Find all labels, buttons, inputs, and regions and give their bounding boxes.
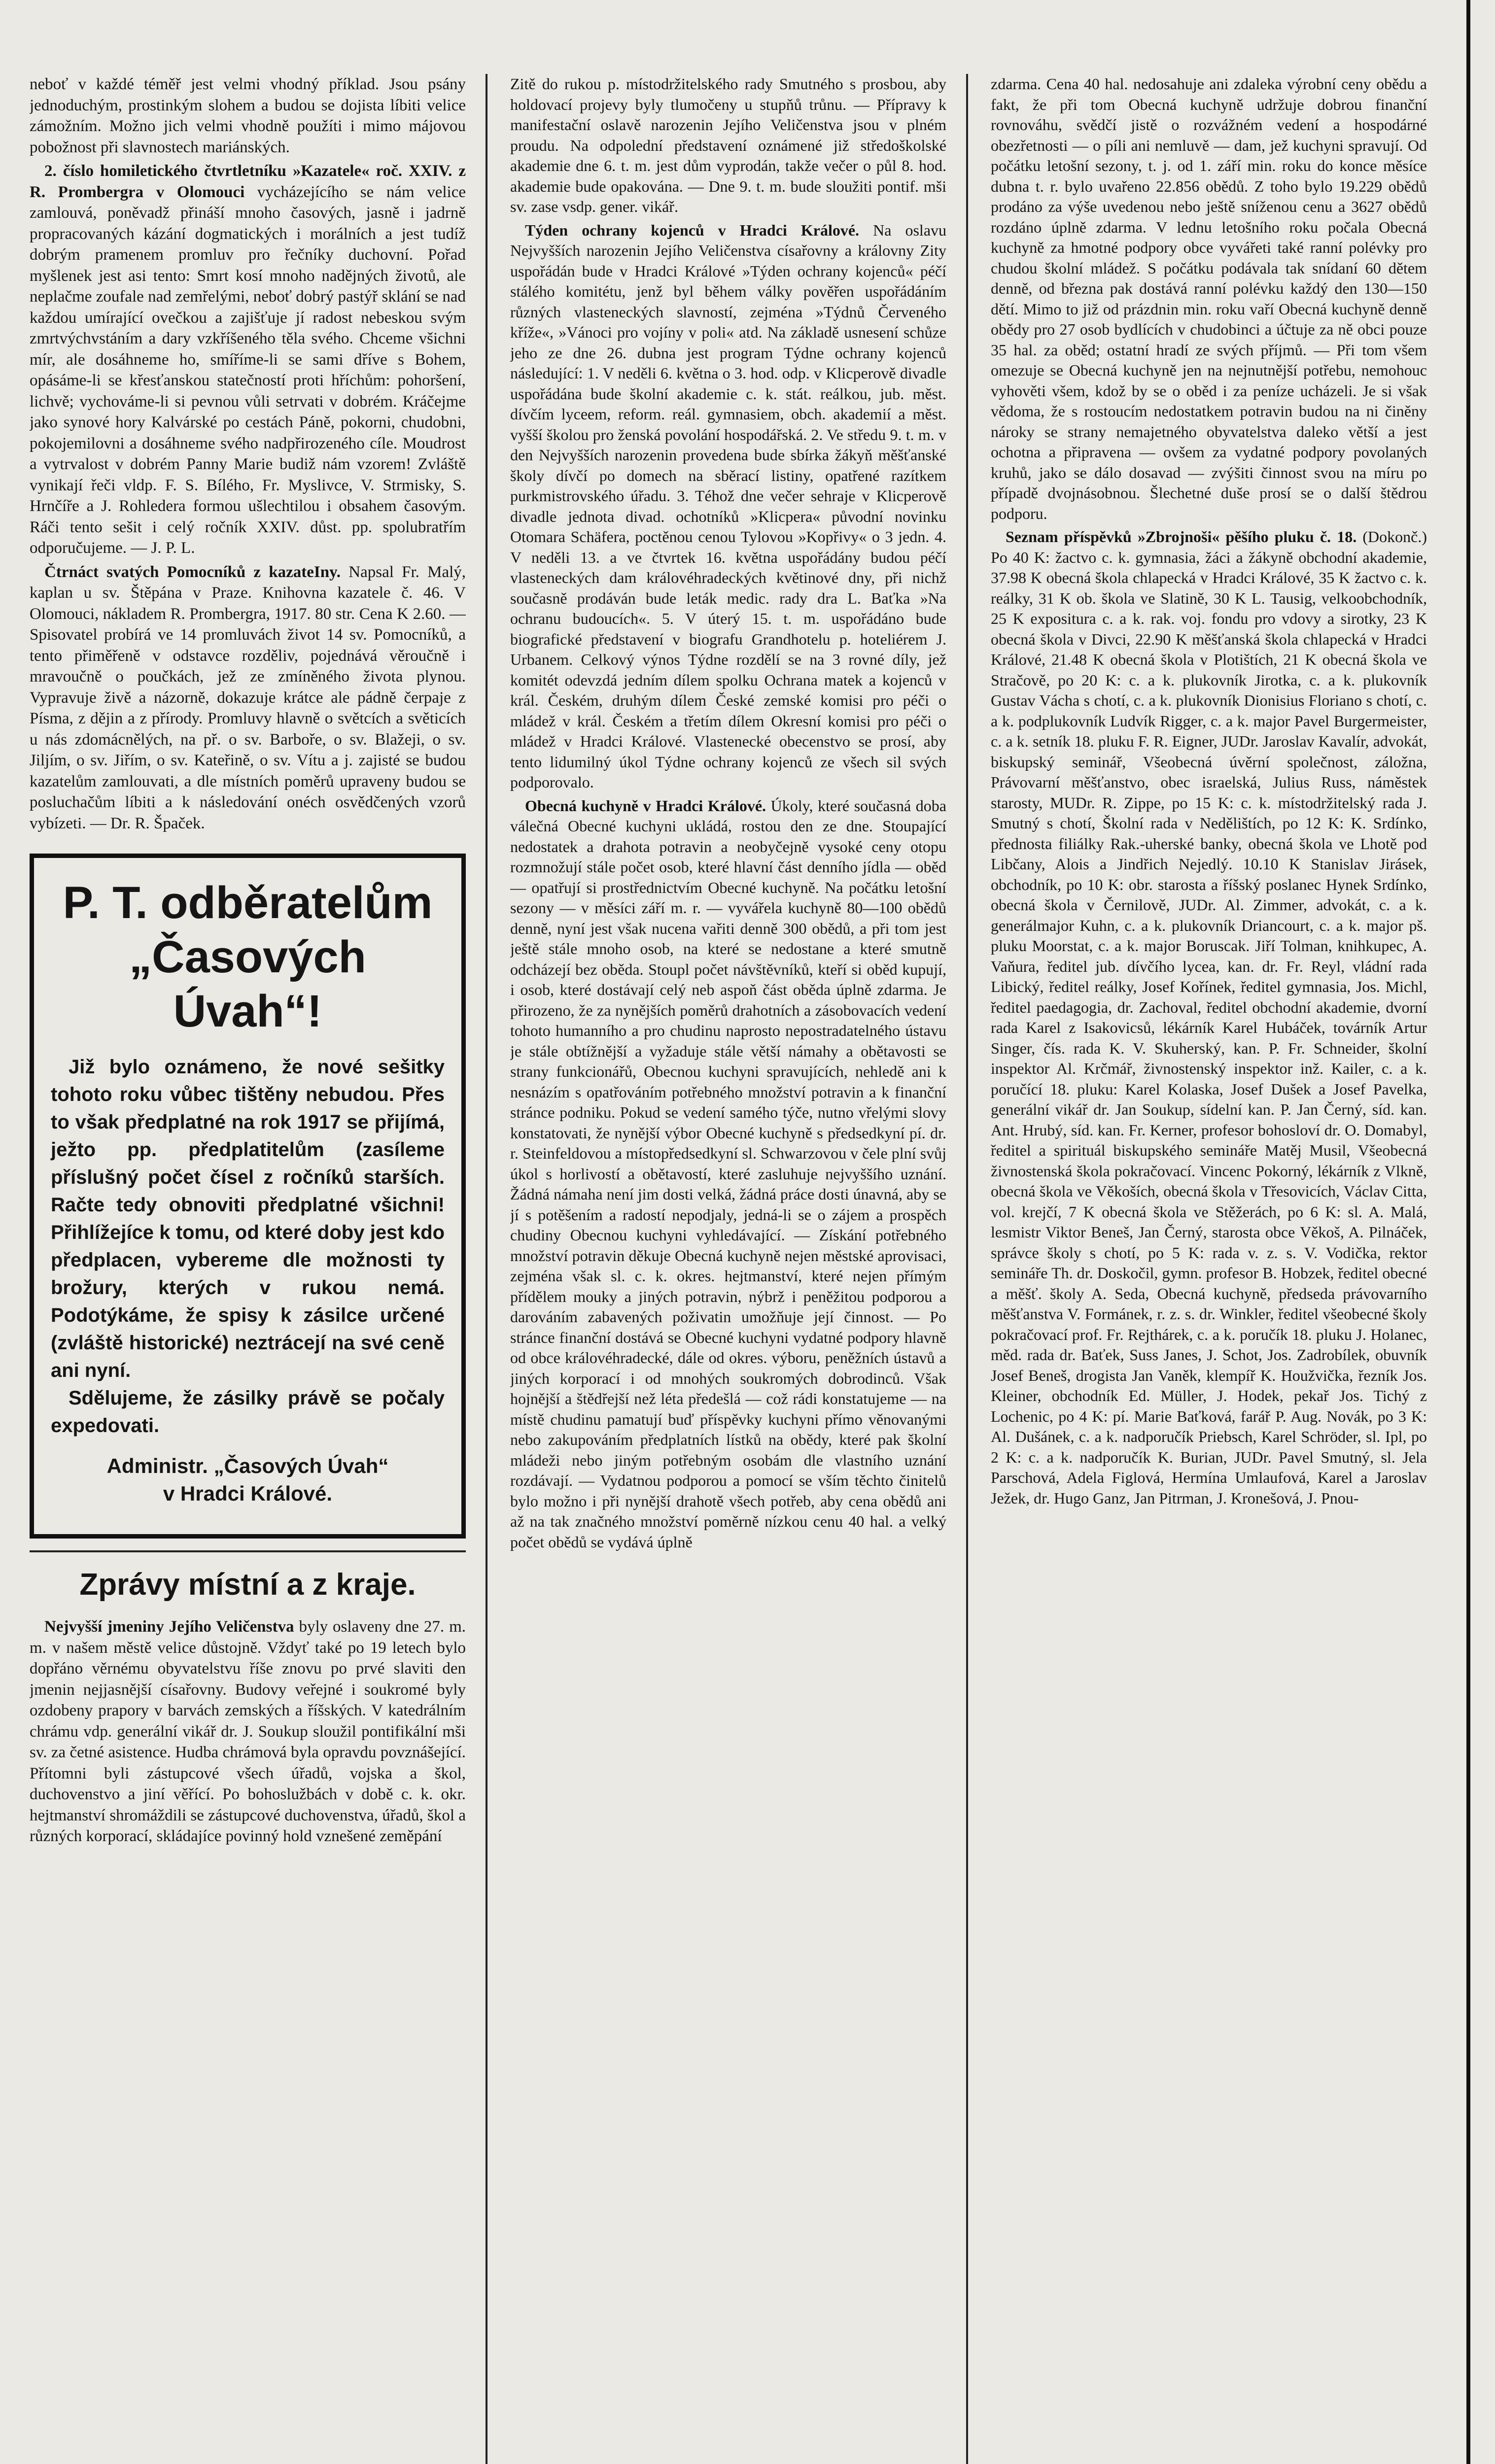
newspaper-page xyxy=(30,74,1439,2464)
news-donation-list: Seznam příspěvků »Zbrojnoši« pěšího pluku č. 18. (Dokonč.) Po 40 K: žactvo c. k. gymnasia, žáci a žákyně obchodní akademie, 37.98 K obecná škola chlapecká v Hradci Králové, 35 K žactvo c. k. reálky, 31 K ob. škola ve Slatině, 30 K L. Tausig, velkoobchodník, 25 K expositura c. a k. rak. voj. fondu pro vdovy a sirotky, 23 K obecná škola v Divci, 22.90 K měšťanská škola chlapecká v Hradci Králové, 21.48 K obecná škola v Plotištích, 21 K obecná škola ve Stračově, po 20 K: c. a k. plukovník Jirotka, c. a k. plukovník Gustav Vácha s chotí, c. a k. plukovník Dionisius Floriano s chotí, c. a k. podplukovník Ludvík Rigger, c. a k. major Pavel Burgermeister, c. a k. setník 18. pluku F. R. Eigner, JUDr. Jaroslav Kavalír, advokát, biskupský seminář, Všeobecná úvěrní společnost, záložna, Právovarní měšťanstvo, obec israelská, Julius Russ, náměstek starosty, MUDr. R. Zippe, po 15 K: c. k. místodržitelský rada J. Smutný s chotí, Školní rada v Nedělištích, po 12 K: K. Srdínko, přednosta filiálky Rak.-uherské banky, obecná škola ve Lhotě pod Libčany, Alois a Jindřich Nejedlý. 10.10 K Stanislav Jirásek, obchodník, po 10 K: obr. starosta a říšský poslanec Hynek Srdínko, obecná škola v Černilově, JUDr. Al. Zimmer, advokát, c. a k. generálmajor Kuhn, c. a k. plukovník Driancourt, c. a k. major pš. pluku Moorstat, c. a k. major Boruscak. Jiří Tolman, knihkupec, A. Vaňura, ředitel jub. dívčího lycea, kan. dr. Fr. Reyl, vládní rada Libický, ředitel reálky, Josef Kořínek, ředitel gymnasia, Jos. Michl, ředitel paedagogia, dr. Zachoval, ředitel obchodní akademie, dvorní rada Karel z Isakovicsů, lékárník Karel Hubáček, továrník Artur Singer, čís. rada K. V. Skuherský, kan. P. Fr. Schneider, školní inspektor Al. Krčmář, živnostenský inspektor inž. Kailer, c. a k. poručící 18. pluku: Karel Kolaska, Josef Dušek a Josef Pavelka, generální vikář dr. Jan Soukup, sídelní kan. P. Jan Černý, síd. kan. Ant. Hrubý, síd. kan. Fr. Kerner, profesor bohosloví dr. O. Domabyl, ředitel a spirituál biskupského semináře Matěj Musil, Všeobecná živnostenská škola pokračovací. Vincenc Pokorný, lékárník z Vlkně, obecná škola ve Věkoších, obecná škola v Třesovicích, Václav Citta, vol. krejčí, 7 K obecná škola ve Stěžerách, po 6 K: sl. A. Malá, lesmistr Viktor Beneš, Jan Černý, starosta obce Věkoš, A. Pilnáček, správce školy s chotí, po 5 K: rada v. z. s. V. Vodička, rektor semináře Th. dr. Doskočil, gymn. profesor B. Hobzek, ředitel obecné a měšť. školy A. Seda, Obecná kuchyně, předseda právovarního měšťanstva V. Formánek, r. z. s. dr. Winkler, ředitel všeobecné školy pokračovací prof. Fr. Rejthárek, c. a k. poručík 18. pluku J. Holanec, měd. rada dr. Baťek, Suss Janes, J. Schot, Jos. Zadrobílek, obuvník Josef Beneš, drogista Jan Vaněk, klempíř K. Houžvička, řezník Jos. Kleiner, obchodník Ed. Müller, J. Hodek, pekař Jos. Tichý z Lochenic, po 4 K: pí. Marie Baťková, farář P. Aug. Novák, po 3 K: Al. Dušánek, c. a k. nadporučík Priebsch, Karel Schröder, sl. Ipl, po 2 K: c. a k. nadporučík K. Burian, JUDr. Pavel Smutný, sl. Jela Parschová, Adela Figlová, Hermína Umlaufová, Karel a Jaroslav Ježek, dr. Hugo Ganz, Jan Pitrman, J. Kronešová, J. Pnou- xyxy=(991,528,1427,1507)
subscriber-notice-box xyxy=(30,854,466,1539)
article-paragraph: neboť v každé téměř jest velmi vhodný příklad. Jsou psány jednoduchým, prostinkým slohem a budou se dojista líbiti velice zámožním. Možno jich velmi vhodně použíti i mimo májovou pobožnost při slavnostech mariánských. xyxy=(30,75,466,156)
review-heading: Čtrnáct svatých Pomocníků z kazateIny. xyxy=(44,563,341,581)
review-kazatel: 2. číslo homiletického čtvrtletníku »Kazatele« roč. XXIV. z R. Prombergra v Olomouci vycházejícího se nám velice zamlouvá, poněvadž přináší mnoho časových, jasně i jadrně propracovaných kázání dogmatických i morálních a jest tudíž dobrým pramenem promluv pro řečníky duchovní. Pořad myšlenek jest asi tento: Smrt kosí mnoho nadějných životů, ale neplačme zoufale nad zemřelými, neboť dobrý pastýř sklání se nad každou umírající ovečkou a zajišťuje jí radost nebeskou svým zmrtvýchvstáním a dary vzkříšeného těla svého. Chceme všichni mír, ale dosáhneme ho, smíříme-li se sami dříve s Bohem, opásáme-li se křesťanskou statečností proti hříchům: pohoršení, lichvě; vychováme-li si pevnou vůli setrvati v dobrém. Kráčejme jako synové hory Kalvárské po cestách Páně, pokorni, chudobni, pokojemilovni a dosáhneme svého nadpřirozeného cíle. Moudrost a vytrvalost v dobrém Panny Marie budiž nám vzorem! Zvláště vynikají řeči vldp. F. S. Bílého, Fr. Myslivce, V. Strmisky, S. Hrnčíře a J. Rohledera formou ušlechtilou i obsahem časovým. Ráči tento sešit i celý ročník XXIV. důst. pp. spolubratřím odporučujeme. — J. P. L. xyxy=(30,162,466,557)
news-infant-protection-week: Týden ochrany kojenců v Hradci Králové. Na oslavu Nejvyšších narozenin Jejího Veličenstva císařovny a královny Zity uspořádán bude v Hradci Králové »Týden ochrany kojenců« péčí stálého komitétu, jenž byl během války pověřen uspořádáním různých vlasteneckých slavností, zejména »Týdnů Červeného kříže«, »Vánoci pro vojíny v poli« atd. Na základě usnesení schůze jeho ze dne 26. dubna jest program Týdne ochrany kojenců následující: 1. V neděli 6. května o 3. hod. odp. v Klicperově divadle uspořádána bude školní akademie c. k. stát. reálkou, jub. měst. dívčím lyceem, reform. reál. gymnasiem, obch. akademií a měst. vyšší školou pro ženská povolání hospodářská. 2. Ve středu 9. t. m. v den Nejvyšších narozenin provedena bude sbírka žákyň měšťanské školy dívčí po domech na sběrací listiny, opatřené razítkem purkmistrovského úřadu. 3. Téhož dne večer sehraje v Klicperově divadle jednota divad. ochotníků »Klicpera« původní novinku Otomara Schäfera, poctěnou cenou Tylovou »Kopřivy« o 3 jedn. 4. V neděli 13. a ve čtvrtek 16. května uspořádány budou péčí vlasteneckých dam královéhradeckých květinové dny, při nichž současně prodáván bude leták medic. rady dra L. Baťka »Na ochranu budoucích«. 5. V úterý 15. t. m. uspořádáno bude biografické představení v biografu Grandhotelu p. hoteliérem J. Urbanem. Celkový výnos Týdne rozdělí se na 3 rovné díly, jež komitét odevzdá jedním dílem spolku Ochrana matek a kojenců v král. Českém, druhým dílem České zemské komisi pro péči o mládež v král. Českém a třetím dílem Okresní komisi pro péči o mládež v Hradci Králové. Vlastenecké obecenstvo se prosí, aby tento lidumilný úkol Týdne ochrany kojenců ze všech sil svých podporovalo. xyxy=(510,221,946,791)
notice-body-expedition: Sdělujeme, že zásilky právě se počaly expedovati. xyxy=(51,1387,445,1437)
news-name-day-celebration: Nejvyšší jmeniny Jejího Veličenstva byly oslaveny dne 27. m. m. v našem městě velice důstojně. Vždyť také po 19 letech bylo dopřáno věrnému obyvatelstvu říše znovu po prvé slaviti den jmenin nejjasnější císařovny. Budovy veřejné i soukromé byly ozdobeny prapory v barvách zemských a říšských. V katedrálním chrámu vdp. generální vikář dr. J. Soukup sloužil pontifikální mši sv. za četné asistence. Hudba chrámová byla opravdu povznášející. Přítomni byli zástupcové všech úřadů, vojska a škol, duchovenstvo a jiní věřící. Po bohoslužbách v době c. k. okr. hejtmanství shromáždili se zástupcové duchovenstva, úřadů, škol a různých korporací, skládajíce povinný hold vznešené zeměpání xyxy=(30,1618,466,1845)
notice-signature: Administr. „Časových Úvah“ v Hradci Králové. xyxy=(106,1454,389,1505)
news-heading: Týden ochrany kojenců v Hradci Králové. xyxy=(525,221,860,239)
news-public-kitchen: Obecná kuchyně v Hradci Králové. Úkoly, které současná doba válečná Obecné kuchyni ukládá, rostou den ze dne. Stoupající nedostatek a drahota potravin a neobyčejně vysoké ceny otopu rozmnožují stále počet osob, které hlavní část denního jídla — oběd — opatřují si prostřednictvím Obecné kuchyně. Na počátku letošní sezony — v měsíci září m. r. — vyvářela kuchyně 80—100 obědů denně, nyní jest však nucena vařiti denně 300 obědů, a při tom jest ještě stále mnoho osob, na které se nedostane a které smutně odcházejí bez oběda. Stoupl počet návštěvníků, kteří si oběd kupují, i osob, které dostávají celý neb aspoň část oběda úplně zdarma. Je přirozeno, že za nynějších poměrů drahotních a zásobovacích vedení tohoto humanního a pro chudinu naprosto nepostradatelného ústavu je stále obtížnější a vyžaduje stále větší námahy a obětavosti se strany funkcionářů, Obecnou kuchyni spravujících, nehledě ani k nesnázím s opatřováním potřebného množství potravin a k finanční stránce podniku. Pokud se vedení samého týče, nutno vřelými slovy konstatovati, že nynější výbor Obecné kuchyně s předsedkyní pí. dr. r. Steinfeldovou a místopředsedkyní sl. Schwarzovou v čele plní svůj úkol s horlivostí a obětavostí, které zasluhuje nejvyššího uznání. Žádná námaha není jim dosti velká, žádná práce dosti únavná, aby se jí s potěšením a radostí nepodjaly, jedná-li se o zájem a prospěch chudiny Obecnou kuchyni vyhledávající. — Získání potřebného množství potravin děkuje Obecná kuchyně nejen městské aprovisaci, zejména však sl. c. k. okres. hejtmanství, které nejen přímým přídělem mouky a jiných potravin, nýbrž i peněžitou podporou a darováním zabavených poživatin umožňuje její činnost. — Po stránce finanční dostává se Obecné kuchyni vydatné podpory hlavně od obce královéhradecké, dále od okres. výboru, peněžních ústavů a jiných korporací i od mnohých soukromých dobrodinců. Však hojnější a štědřejší než léta předešlá — což rádi konstatujeme — na místě chudinu pamatují buď příspěvky kuchyni přímo věnovanými nebo zakupováním předplatních lístků na obědy, které pak školní mládeži nebo jiným potřebným osobám dle vlastního uznání rozdávají. — Vydatnou podporou a pomocí se vším těchto činitelů bylo možno i při nynější drahotě všech potřeb, aby cena obědů ani až na tak značného množství poměrně nízkou cenu 40 hal. a velký počet obědů se vydává úplně xyxy=(510,796,946,1551)
column-1 xyxy=(30,74,466,2464)
article-paragraph: Zitě do rukou p. místodržitelského rady Smutného s prosbou, aby holdovací projevy byly tlumočeny u stupňů trůnu. — Přípravy k manifestační oslavě narozenin Jejího Veličenstva jsou v plném proudu. Na odpolední představení oznámené již středoškolské akademie dne 6. t. m. jest dům vyprodán, takže večer o půl 8. hod. akademie bude opakována. — Dne 9. t. m. bude sloužiti pontif. mši sv. zase vsdp. gener. vikář. xyxy=(510,75,946,215)
column-divider xyxy=(966,74,968,2464)
review-heading: 2. číslo homiletického čtvrtletníku »Kazatele« roč. XXIV. z R. Prombergra v Olomouci xyxy=(30,162,466,201)
news-heading: Seznam příspěvků »Zbrojnoši« pěšího pluku č. 18. xyxy=(1006,528,1357,546)
review-ctrnact-pomocniku: Čtrnáct svatých Pomocníků z kazateIny. Napsal Fr. Malý, kaplan u sv. Štěpána v Praze. Knihovna kazatele č. 46. V Olomouci, nákladem R. Prombergra, 1917. 80 str. Cena K 2.60. — Spisovatel probírá ve 14 promluvách život 14 sv. Pomocníků, a tento přiměřeně v odstavce rozděliv, pojednává věroučně i mravoučně o poučkách, jež ze zmíněného života plynou. Vypravuje živě a názorně, dokazuje krátce ale pádně čerpaje z Písma, z dějin a z přírody. Promluvy hlavně o světcích a světicích u nás zdomácnělých, na př. o sv. Barboře, o sv. Blažeji, o sv. Jiljím, o sv. Jiřím, o sv. Kateřině, o sv. Vítu a j. zajisté se budou kazatelům zamlouvati, a dle místních poměrů upraveny budou se posluchačům líbiti a k následování onéch osvědčených vzorů vybízeti. — Dr. R. Špaček. xyxy=(30,563,466,832)
section-title-local-news: Zprávy místní a z kraje. xyxy=(30,1550,466,1605)
article-paragraph: zdarma. Cena 40 hal. nedosahuje ani zdaleka výrobní ceny obědu a fakt, že při tom Obecná kuchyně udržuje dobrou finanční rovnováhu, svědčí jistě o rozvážném vedení a hospodárné obezřetnosti — o píli ani nemluvě — dam, jež kuchyni spravují. Od počátku letošní sezony, t. j. od 1. září min. roku do konce měsíce dubna t. r. bylo uvařeno 22.856 obědů. Z toho bylo 19.229 obědů prodáno za výše uvedenou nebo ještě sníženou cenu a 3627 obědů rozdáno úplně zdarma. V lednu letošního roku počala Obecná kuchyně za hmotné podpory obce vyvářeti také ranní polévky pro chudou školní mládež. S počátku podávala tak snídaní 60 dětem denně, od března pak dostává ranní polévku každý den 130—150 dětí. Mimo to již od prázdnin min. roku vaří Obecná kuchyně denně obědy pro 27 osob bydlících v chudobinci a účtuje za ně obci pouze 35 hal. za oběd; ostatní hradí ze svých příjmů. — Při tom všem omezuje se Obecná kuchyně jen na nejnutnější potřebu, nemohouc vyhověti všem, kdož by se o oběd i za peníze ucházeli. Je si však vědoma, že s rostoucím nedostatkem potravin budou na ni činěny nároky se strany nemajetného obyvatelstva daleko větší a jest ochotna a připravena — ovšem za vydatné podpory povolaných kruhů, jako se dálo dosavad — zvýšiti činnost svou na míru po případě dvojnásobnou. Šlechetné duše prosí se o další štědrou podporu. xyxy=(991,75,1427,522)
news-heading: Obecná kuchyně v Hradci Králové. xyxy=(525,796,766,815)
scan-edge xyxy=(1466,0,1470,2464)
column-2 xyxy=(510,74,946,2464)
notice-body: Již bylo oznámeno, že nové sešitky tohoto roku vůbec tištěny nebudou. Přes to však předplatné na rok 1917 se přijímá, ježto pp. předplatitelům (zasíleme příslušný počet čísel z ročníků starších. Račte tedy obnoviti předplatné všichni! Přihlížejíce k tomu, od které doby jest kdo předplacen, vybereme dle možnosti ty brožury, kterých v rukou nemá. Podotýkáme, že spisy k zásilce určené (zvláště historické) neztrácejí na své ceně ani nyní. xyxy=(51,1056,445,1381)
column-divider xyxy=(486,74,487,2464)
news-heading: Nejvyšší jmeniny Jejího Veličenstva xyxy=(44,1618,294,1636)
notice-title-periodical: „Časových Úvah“! xyxy=(129,932,366,1036)
column-3 xyxy=(991,74,1427,2464)
notice-title: P. T. odběratelům xyxy=(63,878,433,928)
